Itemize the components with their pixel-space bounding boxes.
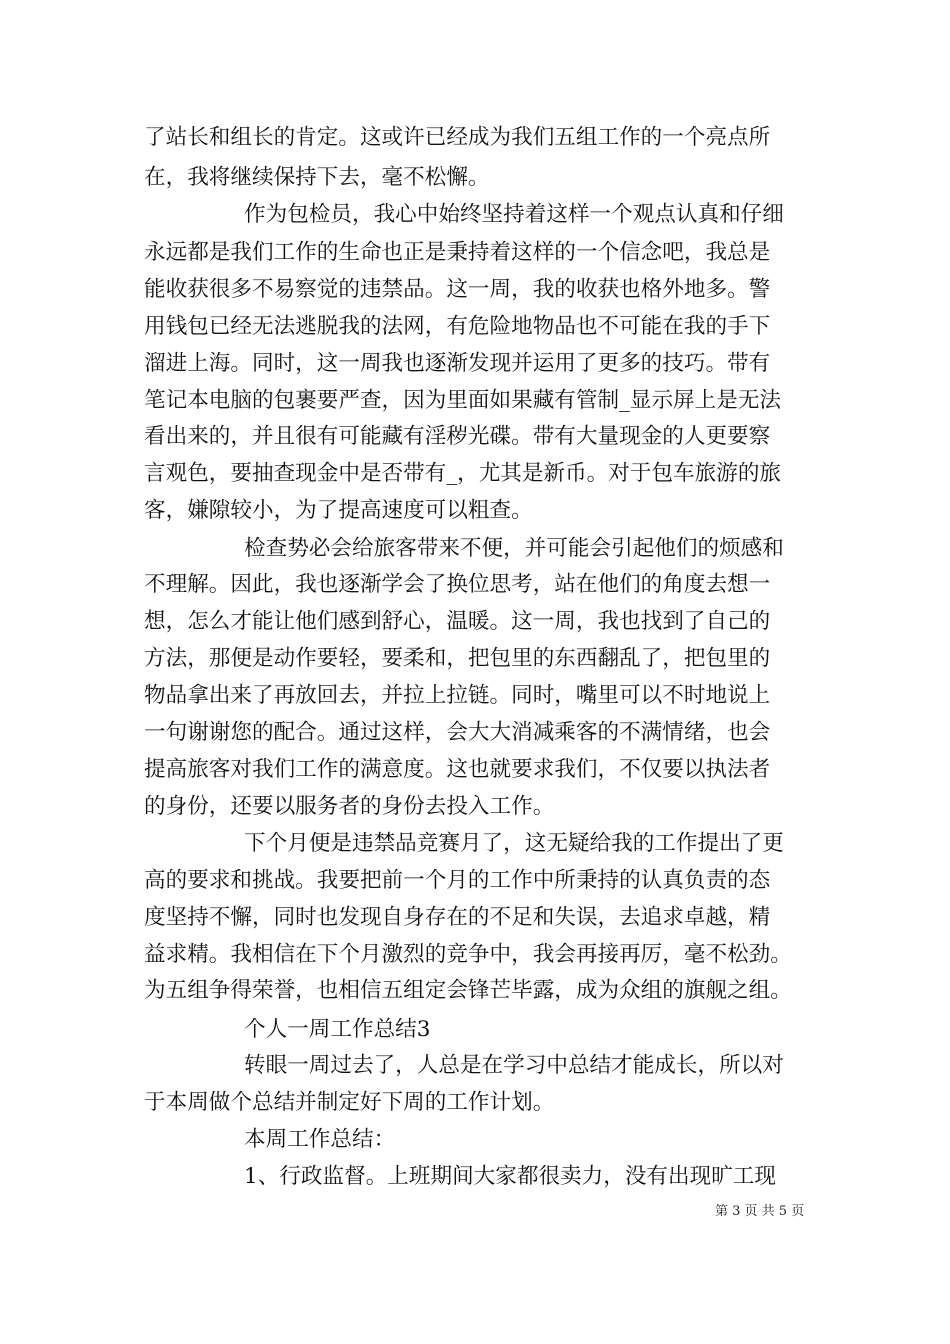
paragraph-line: 益求精。我相信在下个月激烈的竞争中，我会再接再厉，毫不松劲。 xyxy=(144,942,792,967)
paragraph-line: 言观色，要抽查现金中是否带有_，尤其是新币。对于包车旅游的旅 xyxy=(144,461,782,486)
subheading: 本周工作总结： xyxy=(244,1127,396,1152)
paragraph-line: 一句谢谢您的配合。通过这样，会大大消减乘客的不满情绪，也会 xyxy=(144,720,771,745)
paragraph-line: 笔记本电脑的包裹要严查，因为里面如果藏有管制_显示屏上是无法 xyxy=(144,388,782,413)
paragraph-line: 看出来的，并且很有可能藏有淫秽光碟。带有大量现金的人更要察 xyxy=(144,424,771,449)
paragraph-line: 为五组争得荣誉，也相信五组定会锋芒毕露，成为众组的旗舰之组。 xyxy=(144,978,792,1003)
paragraph-line: 永远都是我们工作的生命也正是秉持着这样的一个信念吧，我总是 xyxy=(144,240,771,265)
paragraph-line: 作为包检员，我心中始终坚持着这样一个观点认真和仔细 xyxy=(244,202,784,227)
paragraph-line: 高的要求和挑战。我要把前一个月的工作中所秉持的认真负责的态 xyxy=(144,868,771,893)
paragraph-line: 不理解。因此，我也逐渐学会了换位思考，站在他们的角度去想一 xyxy=(144,572,771,597)
section-heading: 个人一周工作总结3 xyxy=(244,1017,431,1042)
paragraph-line: 检查势必会给旅客带来不便，并可能会引起他们的烦感和 xyxy=(244,536,784,561)
paragraph-line: 提高旅客对我们工作的满意度。这也就要求我们，不仅要以执法者 xyxy=(144,757,771,782)
paragraph-line: 下个月便是违禁品竞赛月了，这无疑给我的工作提出了更 xyxy=(244,831,784,856)
paragraph-line: 客，嫌隙较小，为了提高速度可以粗查。 xyxy=(144,498,533,523)
page-number-footer: 第 3 页 共 5 页 xyxy=(715,1204,805,1219)
paragraph-line: 溜进上海。同时，这一周我也逐渐发现并运用了更多的技巧。带有 xyxy=(144,351,771,376)
paragraph-line: 了站长和组长的肯定。这或许已经成为我们五组工作的一个亮点所 xyxy=(144,125,771,150)
paragraph-line: 想，怎么才能让他们感到舒心，温暖。这一周，我也找到了自己的 xyxy=(144,609,771,634)
paragraph-line: 方法，那便是动作要轻，要柔和，把包里的东西翻乱了，把包里的 xyxy=(144,646,771,671)
paragraph-line: 用钱包已经无法逃脱我的法网，有危险地物品也不可能在我的手下 xyxy=(144,314,771,339)
paragraph-line: 于本周做个总结并制定好下周的工作计划。 xyxy=(144,1090,555,1115)
paragraph-line: 1、行政监督。上班期间大家都很卖力，没有出现旷工现 xyxy=(244,1164,776,1189)
paragraph-line: 转眼一周过去了，人总是在学习中总结才能成长，所以对 xyxy=(244,1053,784,1078)
paragraph-line: 能收获很多不易察觉的违禁品。这一周，我的收获也格外地多。警 xyxy=(144,277,771,302)
paragraph-line: 度坚持不懈，同时也发现自身存在的不足和失误，去追求卓越，精 xyxy=(144,905,771,930)
paragraph-line: 的身份，还要以服务者的身份去投入工作。 xyxy=(144,794,555,819)
paragraph-line: 在，我将继续保持下去，毫不松懈。 xyxy=(144,165,490,190)
paragraph-line: 物品拿出来了再放回去，并拉上拉链。同时，嘴里可以不时地说上 xyxy=(144,683,771,708)
